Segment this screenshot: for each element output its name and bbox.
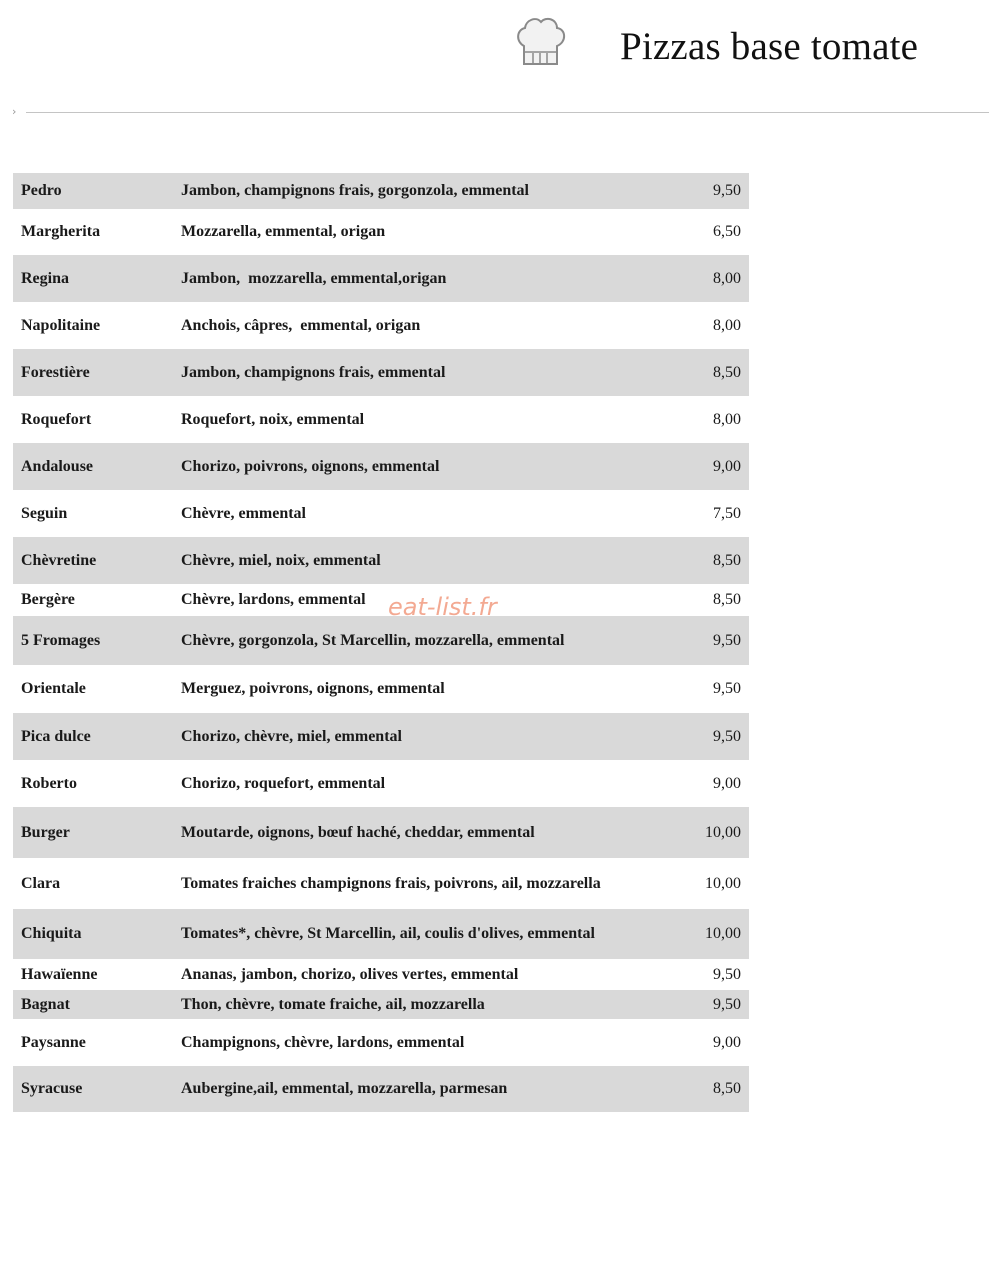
menu-row-clara — [13, 858, 749, 909]
pizza-ingredients: Chorizo, roquefort, emmental — [181, 774, 386, 792]
menu-row-roberto — [13, 760, 749, 807]
chef-hat-icon — [510, 12, 570, 72]
menu-row-forestiere — [13, 349, 749, 396]
pizza-name: Chèvretine — [21, 551, 97, 569]
pizza-name: Pica dulce — [21, 727, 91, 745]
pizza-name: Clara — [21, 874, 61, 892]
divider-line — [26, 112, 989, 113]
pizza-price: 9,50 — [713, 727, 741, 745]
pizza-name: Chiquita — [21, 925, 82, 942]
pizza-price: 8,50 — [713, 551, 741, 569]
menu-row-paysanne — [13, 1019, 749, 1066]
menu-row-hawaienne — [13, 959, 749, 990]
pizza-name: Napolitaine — [21, 316, 101, 334]
menu-row-seguin — [13, 490, 749, 537]
pizza-ingredients: Chèvre, miel, noix, emmental — [181, 551, 381, 569]
pizza-ingredients: Anchois, câpres, emmental, origan — [181, 316, 421, 334]
pizza-name: Burger — [21, 823, 70, 841]
menu-row-burger — [13, 807, 749, 858]
pizza-price: 7,50 — [713, 504, 741, 522]
menu-row-bergere — [13, 584, 749, 616]
page-header — [0, 0, 989, 120]
pizza-name: Roquefort — [21, 410, 92, 428]
pizza-name: Roberto — [21, 774, 77, 792]
pizza-name: Regina — [21, 269, 69, 287]
pizza-ingredients: Ananas, jambon, chorizo, olives vertes, emmental — [181, 965, 519, 983]
pizza-price: 9,50 — [713, 182, 741, 199]
pizza-ingredients: Jambon, champignons frais, gorgonzola, emmental — [181, 182, 529, 199]
pizza-name: 5 Fromages — [21, 631, 101, 649]
menu-row-5-fromages — [13, 616, 749, 665]
pizza-price: 8,00 — [713, 410, 741, 428]
pizza-price: 8,00 — [713, 316, 741, 334]
pizza-price: 8,00 — [713, 269, 741, 287]
pizza-name: Seguin — [21, 504, 68, 522]
pizza-ingredients: Chorizo, chèvre, miel, emmental — [181, 727, 402, 745]
pizza-name: Andalouse — [21, 457, 94, 475]
pizza-price: 9,50 — [713, 680, 741, 697]
menu-row-pica-dulce — [13, 713, 749, 760]
pizza-price: 9,00 — [713, 1033, 741, 1051]
pizza-price: 9,50 — [713, 631, 741, 649]
pizza-name: Paysanne — [21, 1033, 86, 1051]
header-separator — [12, 106, 989, 118]
pizza-price: 6,50 — [713, 223, 741, 240]
page-title: Pizzas base tomate — [620, 25, 919, 68]
pizza-price: 8,50 — [713, 591, 741, 608]
menu-row-pedro — [13, 173, 749, 209]
pizza-ingredients: Moutarde, oignons, bœuf haché, cheddar, emmental — [181, 823, 535, 841]
menu-row-napolitaine — [13, 302, 749, 349]
menu-row-chevretine — [13, 537, 749, 584]
pizza-price: 10,00 — [705, 925, 741, 942]
pizza-ingredients: Roquefort, noix, emmental — [181, 410, 365, 428]
pizza-ingredients: Merguez, poivrons, oignons, emmental — [181, 680, 445, 697]
pizza-name: Bergère — [21, 591, 75, 608]
menu-row-syracuse — [13, 1066, 749, 1112]
pizza-name: Forestière — [21, 363, 90, 381]
pizza-name: Bagnat — [21, 995, 70, 1013]
pizza-ingredients: Chèvre, emmental — [181, 504, 306, 522]
pizza-price: 10,00 — [705, 874, 741, 892]
pizza-name: Hawaïenne — [21, 965, 98, 983]
pizza-price: 8,50 — [713, 363, 741, 381]
menu-row-bagnat — [13, 990, 749, 1019]
pizza-name: Orientale — [21, 680, 86, 697]
pizza-ingredients: Chorizo, poivrons, oignons, emmental — [181, 457, 440, 475]
menu-row-orientale — [13, 665, 749, 713]
pizza-ingredients: Chèvre, gorgonzola, St Marcellin, mozzarella, emmental — [181, 631, 565, 649]
pizza-price: 10,00 — [705, 823, 741, 841]
menu-row-regina — [13, 255, 749, 302]
pizza-ingredients: Tomates*, chèvre, St Marcellin, ail, coulis d'olives, emmental — [181, 925, 595, 942]
pizza-ingredients: Thon, chèvre, tomate fraiche, ail, mozzarella — [181, 995, 485, 1013]
pizza-price: 9,00 — [713, 457, 741, 475]
chevron-right-icon: › — [12, 105, 17, 118]
pizza-ingredients: Tomates fraiches champignons frais, poivrons, ail, mozzarella — [181, 874, 601, 892]
menu-row-roquefort — [13, 396, 749, 443]
menu-row-chiquita — [13, 909, 749, 959]
menu-row-andalouse — [13, 443, 749, 490]
pizza-name: Margherita — [21, 223, 101, 240]
pizza-name: Pedro — [21, 182, 62, 199]
pizza-price: 9,00 — [713, 774, 741, 792]
pizza-price: 9,50 — [713, 965, 741, 983]
pizza-price: 8,50 — [713, 1080, 741, 1097]
pizza-ingredients: Jambon, champignons frais, emmental — [181, 363, 446, 381]
menu-row-margherita — [13, 209, 749, 255]
watermark: eat-list.fr — [388, 593, 497, 621]
pizza-ingredients: Champignons, chèvre, lardons, emmental — [181, 1033, 465, 1051]
pizza-ingredients: Jambon, mozzarella, emmental,origan — [181, 269, 447, 287]
pizza-ingredients: Mozzarella, emmental, origan — [181, 223, 386, 240]
pizza-price: 9,50 — [713, 995, 741, 1013]
pizza-ingredients: Aubergine,ail, emmental, mozzarella, parmesan — [181, 1080, 508, 1097]
pizza-ingredients: Chèvre, lardons, emmental — [181, 591, 366, 608]
pizza-name: Syracuse — [21, 1080, 83, 1097]
pizza-menu-table — [13, 173, 749, 1112]
